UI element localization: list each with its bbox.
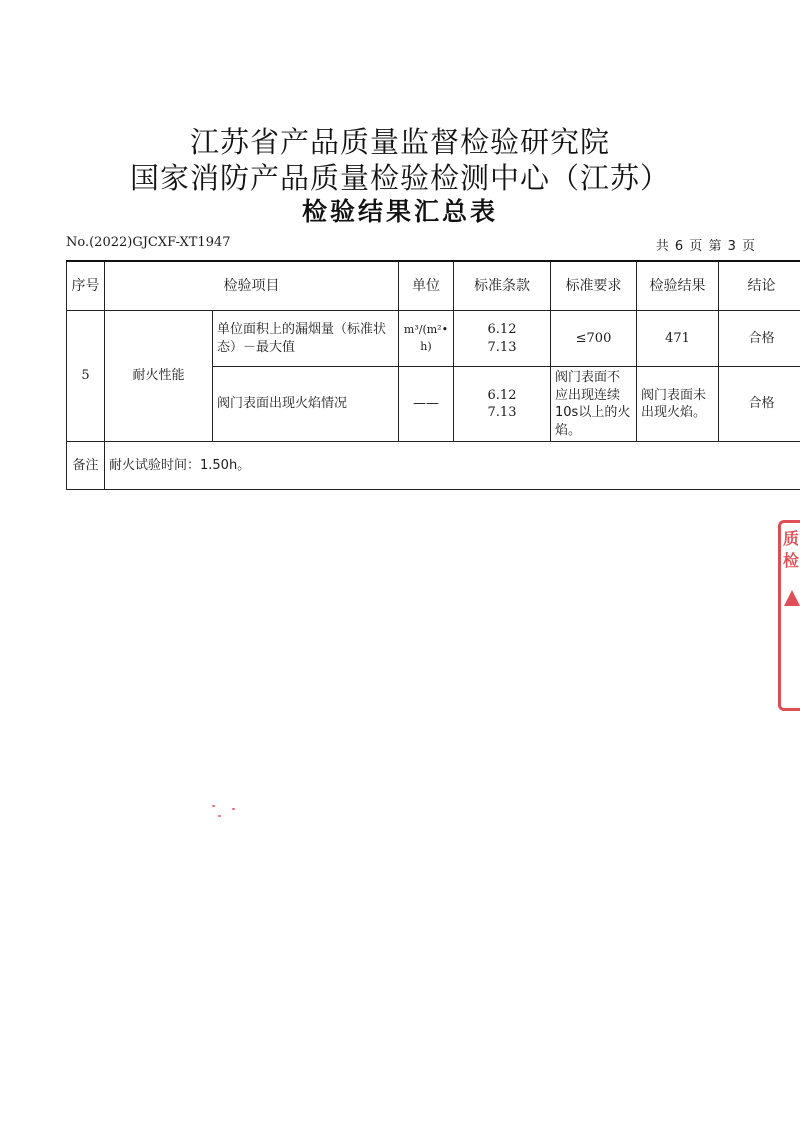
header-unit: 单位 xyxy=(399,261,454,311)
clause-2: 7.13 xyxy=(487,339,517,355)
unit-cell: —— xyxy=(399,367,454,442)
ink-speck xyxy=(218,815,221,817)
unit-main: m³/(m²• xyxy=(403,323,449,336)
conclusion-cell: 合格 xyxy=(719,367,800,442)
note-row xyxy=(67,442,800,490)
table-row xyxy=(67,311,800,367)
header-result: 检验结果 xyxy=(637,261,719,311)
note-text: 耐火试验时间：1.50h。 xyxy=(105,442,800,490)
document-title: 检验结果汇总表 xyxy=(301,197,498,226)
results-table xyxy=(66,260,800,490)
report-number: No.(2022)GJCXF-XT1947 xyxy=(66,235,231,250)
clause-1: 6.12 xyxy=(487,387,517,403)
clause-cell xyxy=(454,311,551,367)
institute-name: 江苏省产品质量监督检验研究院 xyxy=(189,125,610,159)
requirement-cell: 阀门表面不应出现连续10s以上的火焰。 xyxy=(551,367,637,442)
item-name: 单位面积上的漏烟量（标准状态）－最大值 xyxy=(213,311,399,367)
clause-cell xyxy=(454,367,551,442)
seal-stamp-text: 质检 xyxy=(783,529,800,570)
header-seq: 序号 xyxy=(67,261,105,311)
unit-cell xyxy=(399,311,454,367)
center-name: 国家消防产品质量检验检测中心（江苏） xyxy=(129,161,670,195)
page-info: 共 6 页 第 3 页 xyxy=(655,239,756,254)
ink-speck xyxy=(232,808,235,810)
conclusion-cell: 合格 xyxy=(719,311,800,367)
requirement-cell: ≤700 xyxy=(551,311,637,367)
meta-row xyxy=(66,235,756,255)
header-conclusion: 结论 xyxy=(719,261,800,311)
result-cell: 阀门表面未出现火焰。 xyxy=(637,367,719,442)
table-header-row xyxy=(67,261,800,311)
ink-speck xyxy=(212,805,215,807)
item-name: 阀门表面出现火焰情况 xyxy=(213,367,399,442)
note-label: 备注 xyxy=(67,442,105,490)
group-seq: 5 xyxy=(67,311,105,442)
unit-tail: h) xyxy=(420,339,432,353)
header-requirement: 标准要求 xyxy=(551,261,637,311)
seal-star-icon xyxy=(784,590,800,606)
group-name: 耐火性能 xyxy=(105,311,213,442)
header-clause: 标准条款 xyxy=(454,261,551,311)
clause-2: 7.13 xyxy=(487,405,517,421)
result-cell: 471 xyxy=(637,311,719,367)
clause-1: 6.12 xyxy=(487,321,517,337)
header-item: 检验项目 xyxy=(105,261,399,311)
